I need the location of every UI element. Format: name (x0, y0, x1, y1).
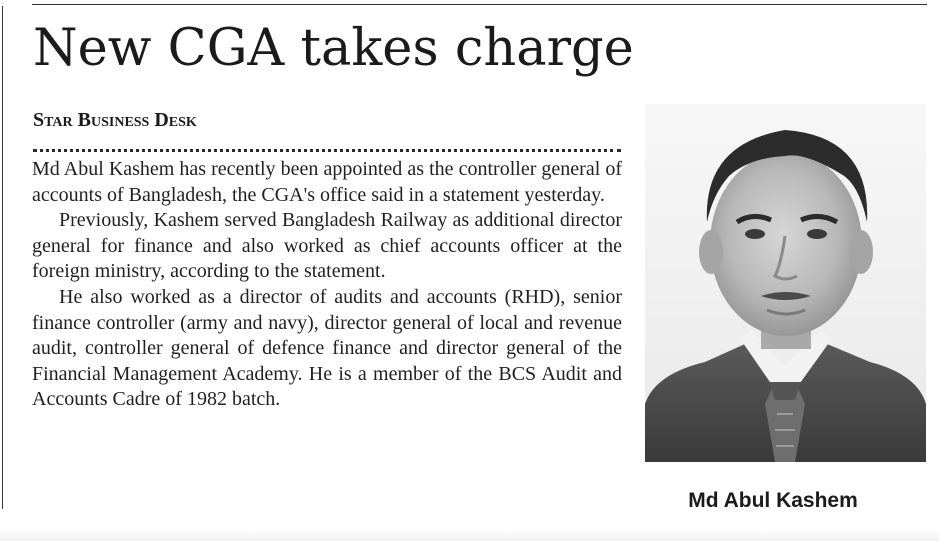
top-rule (32, 4, 927, 5)
byline: Star Business Desk (33, 109, 197, 131)
portrait-photo (645, 104, 926, 462)
article-body (32, 157, 622, 413)
headline: New CGA takes charge (33, 19, 634, 78)
article-paragraph: Previously, Kashem served Bangladesh Railway as additional director general for finance and also worked as chief accounts officer at the foreign ministry, according to the statement. (32, 209, 622, 283)
page-bottom-edge (0, 529, 939, 541)
article-paragraph: Md Abul Kashem has recently been appointed as the controller general of accounts of Bangladesh, the CGA's office said in a statement yesterday. (32, 158, 622, 206)
left-column-rule (2, 6, 3, 509)
article-paragraph: He also worked as a director of audits and accounts (RHD), senior finance controller (army and navy), director general of local and revenue audit, controller general of defence finance and director general of the Financial Management Academy. He is a member of the BCS Audit and Accounts Cadre of 1982 batch. (32, 285, 622, 411)
photo-caption: Md Abul Kashem (688, 489, 858, 512)
portrait-illustration (645, 104, 926, 462)
dotted-separator (33, 149, 621, 152)
